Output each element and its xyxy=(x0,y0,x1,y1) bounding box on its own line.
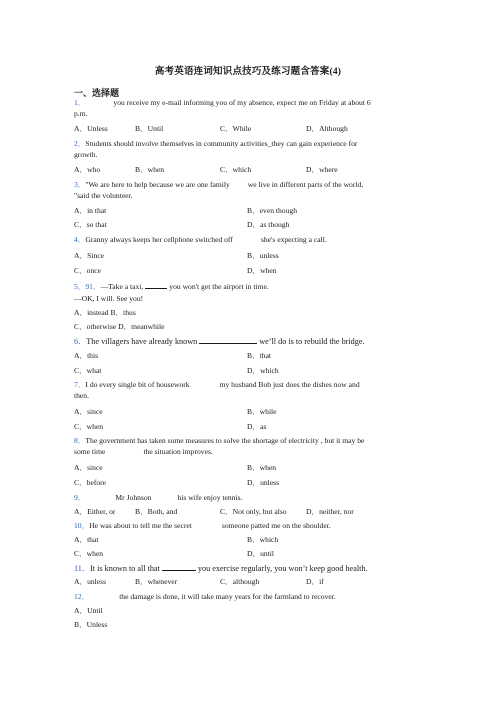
option-a: A．in that xyxy=(74,206,107,215)
question-text: "said the volunteer. xyxy=(74,191,133,200)
option-d: D．until xyxy=(247,549,275,558)
option-row: C．otherwise D．meanwhile xyxy=(74,322,165,331)
option-a: A．Until xyxy=(74,606,103,615)
question-3: 3．"We are here to help because we are one family we live in different parts of the world, xyxy=(74,180,364,189)
option-b: B．Until xyxy=(135,124,164,133)
option-b: B．while xyxy=(247,407,277,416)
option-b: B．Both, and xyxy=(135,507,178,516)
question-text: —OK, I will. See you! xyxy=(74,294,144,303)
option-d: D．when xyxy=(247,266,277,275)
question-2: 2．Students should involve themselves in community activities_they can gain experience for xyxy=(74,139,358,148)
option-a: A．Unless xyxy=(74,124,108,133)
option-b: B．even though xyxy=(247,206,297,215)
option-c: C．so that xyxy=(74,220,107,229)
option-a: A．Since xyxy=(74,251,104,260)
option-a: A．this xyxy=(74,351,99,360)
option-b: B．which xyxy=(247,535,279,544)
option-c: C．once xyxy=(74,266,101,275)
option-c: C．While xyxy=(220,124,252,133)
question-number: 12． xyxy=(74,592,90,601)
option-b: B．when xyxy=(135,165,165,174)
document-title: 高考英语连词知识点技巧及练习题含答案(4) xyxy=(154,67,342,77)
option-b: B．whenever xyxy=(135,577,178,586)
question-number: 9． xyxy=(74,493,86,502)
option-a: A．unless xyxy=(74,577,107,586)
option-d: D．neither, nor xyxy=(306,507,354,516)
option-d: D．if xyxy=(306,577,324,586)
question-number: 7． xyxy=(74,380,86,389)
option-d: D．as xyxy=(247,422,267,431)
question-7: 7．I do every single bit of housework my husband Bob just does the dishes now and xyxy=(74,380,360,389)
option-d: D．which xyxy=(247,366,279,375)
option-b: B．unless xyxy=(247,251,279,260)
option-c: C．when xyxy=(74,422,104,431)
option-d: D．where xyxy=(306,165,338,174)
question-12: 12． the damage is done, it will take many years for the farmland to recover. xyxy=(74,592,336,601)
question-10: 10．He was about to tell me the secret someone patted me on the shoulder. xyxy=(74,521,331,530)
question-11: 11．It is known to all that you exercise regularly, you won’t keep good health. xyxy=(74,564,368,573)
option-a: A．since xyxy=(74,407,103,416)
option-a: A．that xyxy=(74,535,99,544)
question-number: 5．91． xyxy=(74,282,101,291)
question-text: growth. xyxy=(74,150,98,159)
option-c: C．what xyxy=(74,366,102,375)
option-c: C．Not only, but also xyxy=(220,507,287,516)
question-text: some time the situation improves. xyxy=(74,447,213,456)
question-number: 8． xyxy=(74,436,86,445)
question-number: 4． xyxy=(74,235,86,244)
question-number: 10． xyxy=(74,521,90,530)
option-a: A．who xyxy=(74,165,101,174)
option-b: B．Unless xyxy=(74,620,108,629)
question-5: 5．91．—Take a taxi, you won't get the airport in time. xyxy=(74,282,269,291)
question-1: 1． you receive my e-mail informing you of my absence, expect me on Friday at about 6 xyxy=(74,98,371,107)
option-b: B．that xyxy=(247,351,272,360)
question-number: 11． xyxy=(74,564,91,573)
option-c: C．before xyxy=(74,478,107,487)
option-c: C．which xyxy=(220,165,252,174)
option-b: B．when xyxy=(247,463,277,472)
option-c: C．although xyxy=(220,577,260,586)
question-number: 1． xyxy=(74,98,86,107)
option-a: A．Either, or xyxy=(74,507,116,516)
option-d: D．unless xyxy=(247,478,280,487)
question-6: 6．The villagers have already known we’ll do is to rebuild the bridge. xyxy=(74,337,365,346)
option-d: D．as though xyxy=(247,220,290,229)
option-a: A．since xyxy=(74,463,103,472)
question-9: 9． Mr Johnson his wife enjoy tennis. xyxy=(74,493,243,502)
question-number: 6． xyxy=(74,337,87,346)
question-4: 4．Granny always keeps her cellphone switched off she's expecting a call. xyxy=(74,235,327,244)
option-c: C．when xyxy=(74,549,104,558)
option-d: D．Although xyxy=(306,124,348,133)
question-number: 3． xyxy=(74,180,86,189)
question-text: p.m. xyxy=(74,109,88,118)
option-row: A．instead B．thus xyxy=(74,308,136,317)
question-8: 8．The government has taken some measures to solve the shortage of electricity , but it may be xyxy=(74,436,365,445)
question-text: then. xyxy=(74,391,89,400)
section-heading: 一、选择题 xyxy=(74,88,120,98)
question-number: 2． xyxy=(74,139,86,148)
